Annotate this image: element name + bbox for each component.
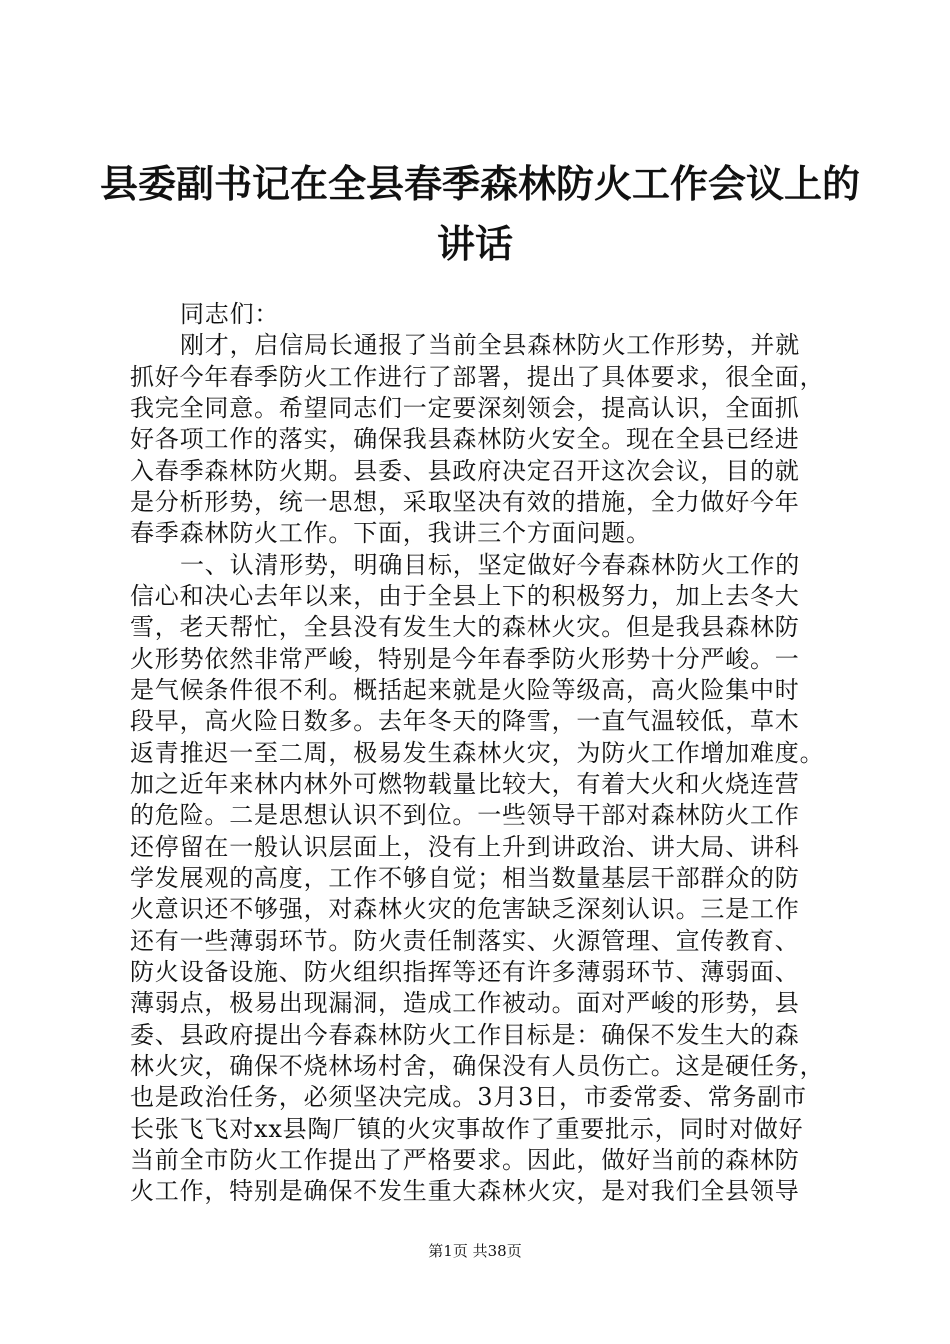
- document-title-line-1: 县委副书记在全县春季森林防火工作会议上的: [100, 162, 861, 206]
- paragraph-line: 抓好今年春季防火工作进行了部署，提出了具体要求，很全面，: [130, 363, 825, 391]
- paragraph-line: 段早，高火险日数多。去年冬天的降雪，一直气温较低，草木: [130, 707, 800, 735]
- section-heading-line: 一、认清形势，明确目标，坚定做好今春森林防火工作的: [180, 551, 800, 579]
- paragraph-line: 入春季森林防火期。县委、县政府决定召开这次会议，目的就: [130, 457, 800, 485]
- paragraph-line: 返青推迟一至二周，极易发生森林火灾，为防火工作增加难度。: [130, 739, 825, 767]
- paragraph-line: 火工作，特别是确保不发生重大森林火灾，是对我们全县领导: [130, 1177, 800, 1205]
- paragraph-line: 还有一些薄弱环节。防火责任制落实、火源管理、宣传教育、: [130, 927, 800, 955]
- paragraph-line: 是分析形势，统一思想，采取坚决有效的措施，全力做好今年: [130, 488, 800, 516]
- paragraph-line: 委、县政府提出今春森林防火工作目标是：确保不发生大的森: [130, 1021, 800, 1049]
- paragraph-line: 我完全同意。希望同志们一定要深刻领会，提高认识，全面抓: [130, 394, 800, 422]
- paragraph-line: 春季森林防火工作。下面，我讲三个方面问题。: [130, 519, 651, 547]
- paragraph-line: 薄弱点，极易出现漏洞，造成工作被动。面对严峻的形势，县: [130, 989, 800, 1017]
- paragraph-line: 好各项工作的落实，确保我县森林防火安全。现在全县已经进: [130, 425, 800, 453]
- paragraph-line: 的危险。二是思想认识不到位。一些领导干部对森林防火工作: [130, 801, 800, 829]
- paragraph-line: 雪，老天帮忙，全县没有发生大的森林火灾。但是我县森林防: [130, 613, 800, 641]
- paragraph-line: 火形势依然非常严峻，特别是今年春季防火形势十分严峻。一: [130, 645, 800, 673]
- paragraph-line: 加之近年来林内林外可燃物载量比较大，有着大火和火烧连营: [130, 770, 800, 798]
- page-footer: 第1页 共38页: [428, 1242, 522, 1260]
- paragraph-line: 防火设备设施、防火组织指挥等还有许多薄弱环节、薄弱面、: [130, 958, 800, 986]
- paragraph-line: 还停留在一般认识层面上，没有上升到讲政治、讲大局、讲科: [130, 833, 800, 861]
- paragraph-line: 刚才，启信局长通报了当前全县森林防火工作形势，并就: [180, 331, 800, 359]
- paragraph-line: 当前全市防火工作提出了严格要求。因此，做好当前的森林防: [130, 1146, 800, 1174]
- document-title-line-2: 讲话: [436, 222, 513, 266]
- paragraph-line: 也是政治任务，必须坚决完成。3月3日，市委常委、常务副市: [130, 1083, 807, 1111]
- paragraph-line: 信心和决心去年以来，由于全县上下的积极努力，加上去冬大: [130, 582, 800, 610]
- paragraph-line: 是气候条件很不利。概括起来就是火险等级高，高火险集中时: [130, 676, 800, 704]
- paragraph-line: 学发展观的高度，工作不够自觉；相当数量基层干部群众的防: [130, 864, 800, 892]
- paragraph-line: 火意识还不够强，对森林火灾的危害缺乏深刻认识。三是工作: [130, 895, 800, 923]
- salutation: 同志们：: [180, 300, 280, 328]
- paragraph-line: 长张飞飞对xx县陶厂镇的火灾事故作了重要批示，同时对做好: [130, 1115, 804, 1143]
- paragraph-line: 林火灾，确保不烧林场村舍，确保没有人员伤亡。这是硬任务，: [130, 1052, 825, 1080]
